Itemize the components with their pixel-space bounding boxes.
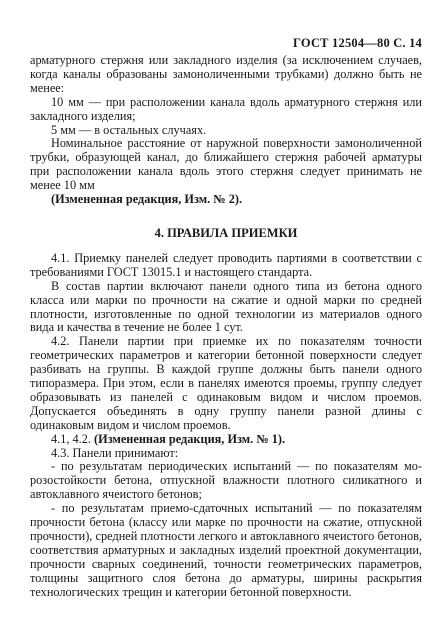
paragraph-4-1: 4.1. Приемку панелей следует проводить партиями в соответствии с требованиями ГОСТ 13015.1 и настоящего стандарта.: [30, 250, 422, 279]
revision-note-1: [30, 433, 422, 447]
revision-note-1-text: (Измененная редакция, Изм. № 1).: [94, 431, 286, 446]
list-item-acceptance-tests: - по результатам приемо-сдаточных испытаний — по показателям прочности бетона (классу или марке по прочности на сжатие, отпускной прочности), средней плотности легкого и автоклавного ячеистого бетонов, соответствия арматурных и закладных изделий проектной документации, прочности сварных соединений, точности геометрических параметров, толщины защитного слоя бетона до арматуры, ширины раскрытия технологических трещин и категории бетонной поверхности.: [30, 501, 422, 599]
page-content: [30, 54, 422, 600]
paragraph-4-2: 4.2. Панели партии при приемке их по показателям точности геометрических параметров и категории бетонной поверхности следует разбивать на группы. В каждой группе должны быть панели одного типоразмера. При этом, если в панелях имеются проемы, группу следует образовывать из панелей с одинаковым видом и числом проемов. Допускается объединять в одну группу панели разной длины с одинаковым видом и числом проемов.: [30, 334, 422, 432]
paragraph-distance-10mm: 10 мм — при расположении канала вдоль арматурного стержня или закладного изделия;: [30, 94, 422, 123]
paragraph-batch-composition: В состав партии включают панели одного типа из бетона одного класса или марки по прочности на сжатие и одной марки по средней плотности, изготовленные по одной технологии из материалов одного вида и качества в течение не более 1 сут.: [30, 278, 422, 335]
page-header: ГОСТ 12504—80 С. 14: [293, 36, 422, 50]
section-title: 4. ПРАВИЛА ПРИЕМКИ: [154, 225, 298, 240]
paragraph-nominal-distance: Номинальное расстояние от наружной поверхности замоноличенной трубки, образующей канал, до ближайшего стержня рабочей арматуры при расположении канала вдоль этого стержня следует принимать не менее 10 мм: [30, 136, 422, 193]
paragraph-continuation: арматурного стержня или закладного изделия (за исключением случаев, когда каналы образованы замоноличенными трубками) должно быть не менее:: [30, 53, 422, 95]
paragraph-4-3: 4.3. Панели принимают:: [51, 445, 179, 460]
paragraph-distance-5mm: 5 мм — в остальных случаях.: [51, 122, 207, 137]
list-item-periodic-tests: - по результатам периодических испытаний — по показателям морозостойкости бетона, отпускной влажности плотного силикатного и автоклавного ячеистого бетонов;: [30, 459, 422, 502]
revision-note-2: (Измененная редакция, Изм. № 2).: [51, 192, 243, 207]
revision-note-1-prefix: 4.1, 4.2.: [51, 431, 95, 446]
